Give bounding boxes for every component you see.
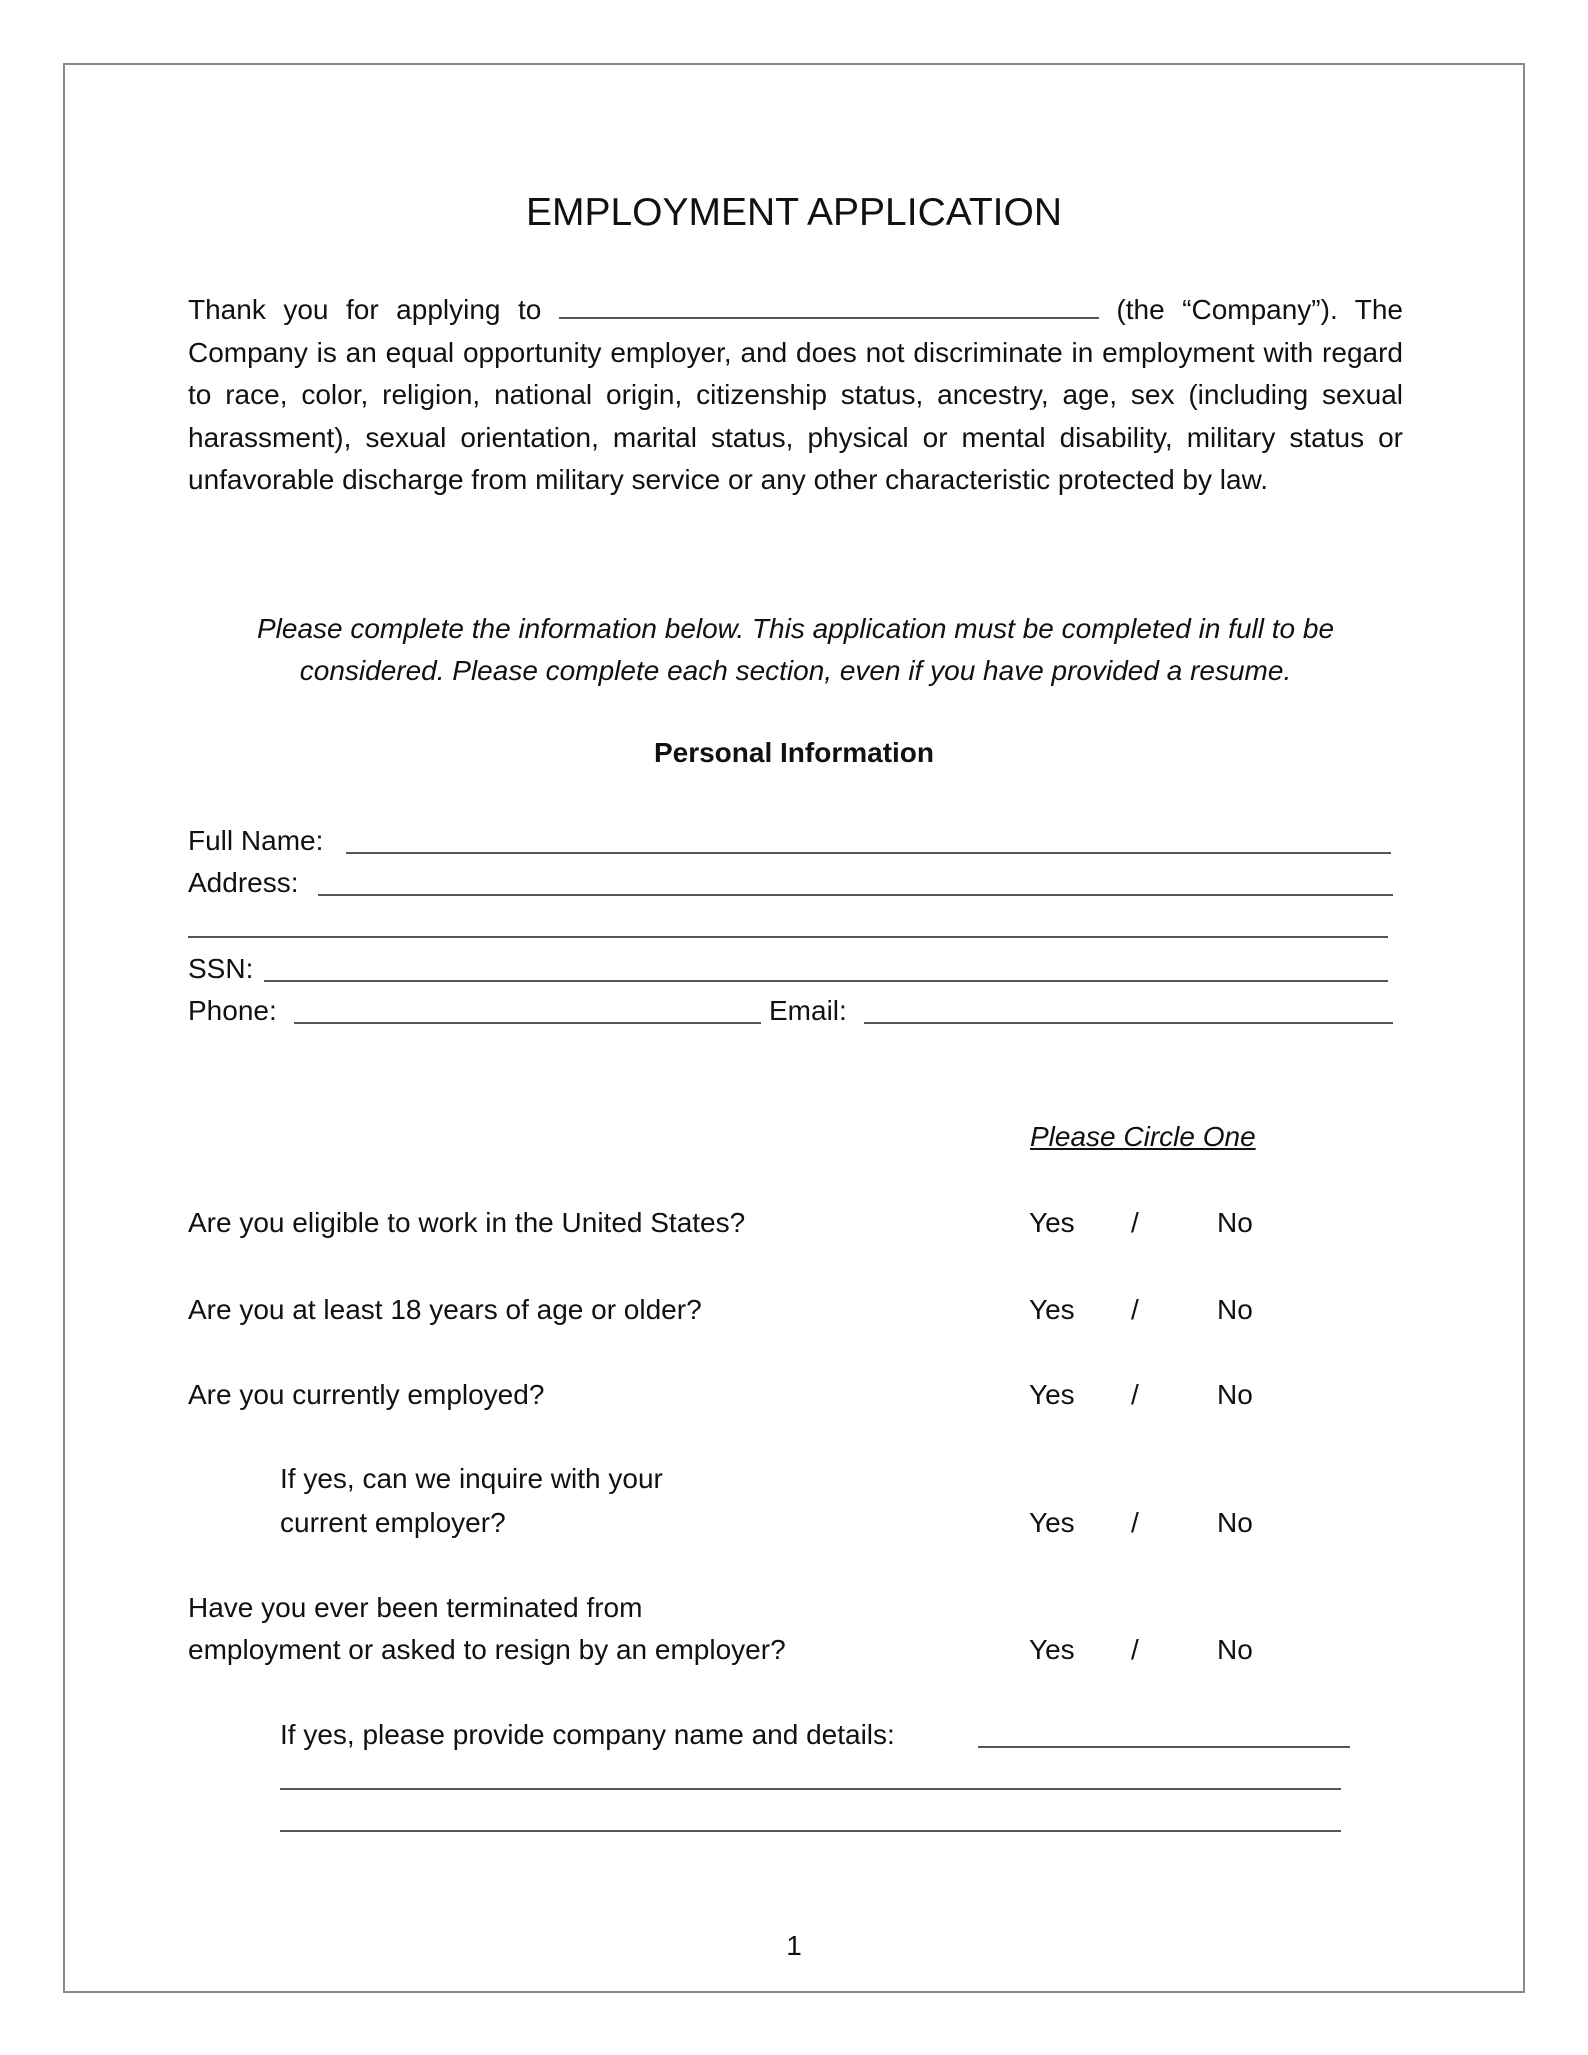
intro-before-blank: Thank you for applying to bbox=[188, 294, 542, 325]
question-terminated-line-2: employment or asked to resign by an employer? bbox=[188, 1634, 786, 1665]
phone-label: Phone: bbox=[188, 995, 277, 1026]
full-name-field[interactable] bbox=[346, 852, 1391, 854]
question-inquire-line-1: If yes, can we inquire with your bbox=[280, 1463, 663, 1494]
full-name-label: Full Name: bbox=[188, 825, 324, 856]
question-employed: Are you currently employed? bbox=[188, 1379, 545, 1410]
answer-slash: / bbox=[1131, 1379, 1139, 1410]
answer-yes[interactable]: Yes bbox=[1029, 1379, 1075, 1410]
instructions: Please complete the information below. This application must be completed in full to be considered. Please complete each section, even if you have provided a resume. bbox=[256, 613, 1335, 686]
address-label: Address: bbox=[188, 867, 299, 898]
answer-yes[interactable]: Yes bbox=[1029, 1634, 1075, 1665]
page-title: EMPLOYMENT APPLICATION bbox=[525, 191, 1063, 234]
answer-slash: / bbox=[1131, 1207, 1139, 1238]
intro-text: (the “Company”). The Company is an equal opportunity employer, and does not discriminate in employment with regard to race, color, religion, national origin, citizenship status, ancestry, age, sex (including sexual harassment), sexual orientation, marital status, physical or mental disability, military status or unfavorable discharge from military service or any other characteristic protected by law. bbox=[188, 294, 1403, 495]
answer-no[interactable]: No bbox=[1217, 1294, 1253, 1325]
answer-no[interactable]: No bbox=[1217, 1379, 1253, 1410]
circle-one-header: Please Circle One bbox=[1030, 1121, 1256, 1152]
answer-yes[interactable]: Yes bbox=[1029, 1507, 1075, 1538]
email-label: Email: bbox=[769, 995, 847, 1026]
answer-slash: / bbox=[1131, 1294, 1139, 1325]
address-field[interactable] bbox=[318, 894, 1393, 896]
question-age: Are you at least 18 years of age or older? bbox=[188, 1294, 702, 1325]
answer-yes[interactable]: Yes bbox=[1029, 1207, 1075, 1238]
intro-paragraph bbox=[188, 289, 1403, 502]
answer-slash: / bbox=[1131, 1507, 1139, 1538]
question-eligible: Are you eligible to work in the United States? bbox=[188, 1207, 746, 1238]
answer-no[interactable]: No bbox=[1217, 1207, 1253, 1238]
question-terminated-line-1: Have you ever been terminated from bbox=[188, 1592, 643, 1623]
page-number: 1 bbox=[786, 1930, 802, 1961]
details-label: If yes, please provide company name and details: bbox=[280, 1719, 895, 1750]
address-field-line-2[interactable] bbox=[188, 936, 1388, 938]
details-field-line-2[interactable] bbox=[280, 1788, 1341, 1790]
answer-no[interactable]: No bbox=[1217, 1634, 1253, 1665]
details-field[interactable] bbox=[978, 1746, 1350, 1748]
section-title: Personal Information bbox=[653, 737, 935, 768]
answer-no[interactable]: No bbox=[1217, 1507, 1253, 1538]
company-name-field[interactable] bbox=[559, 291, 1099, 319]
answer-slash: / bbox=[1131, 1634, 1139, 1665]
email-field[interactable] bbox=[864, 1022, 1393, 1024]
ssn-label: SSN: bbox=[188, 953, 254, 984]
phone-field[interactable] bbox=[294, 1022, 761, 1024]
answer-yes[interactable]: Yes bbox=[1029, 1294, 1075, 1325]
details-field-line-3[interactable] bbox=[280, 1830, 1341, 1832]
question-inquire-line-2: current employer? bbox=[280, 1507, 506, 1538]
ssn-field[interactable] bbox=[264, 980, 1388, 982]
